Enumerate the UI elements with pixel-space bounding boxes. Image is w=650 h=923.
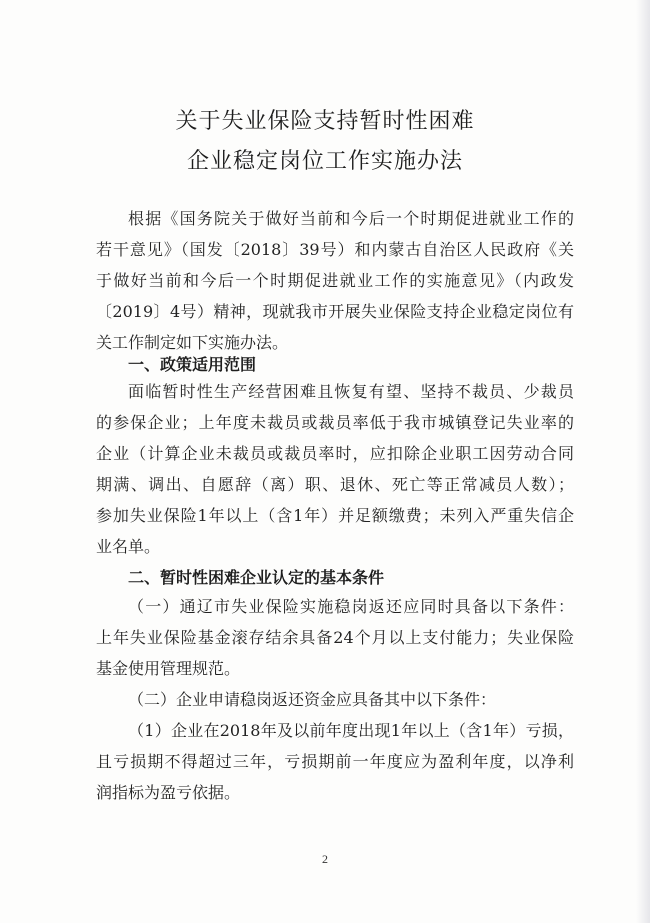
section-2-line-7: 润指标为盈亏依据。 [96, 783, 241, 802]
section-2-line-1: （一）通辽市失业保险实施稳岗返还应同时具备以下条件： [128, 597, 574, 616]
intro-line-4: 〔2019〕4号）精神，现就我市开展失业保险支持企业稳定岗位有 [96, 302, 574, 321]
section-2-paragraph [96, 591, 574, 808]
document-title-line-1: 关于失业保险支持暂时性困难 [175, 109, 475, 134]
section-2-line-2: 上年失业保险基金滚存结余具备24个月以上支付能力；失业保险 [96, 628, 574, 647]
section-1-line-5: 参加失业保险1年以上（含1年）并足额缴费；未列入严重失信企 [96, 506, 574, 525]
intro-line-1: 根据《国务院关于做好当前和今后一个时期促进就业工作的 [128, 209, 574, 228]
section-2-line-5: （1）企业在2018年及以前年度出现1年以上（含1年）亏损， [128, 721, 574, 740]
section-1-line-2: 的参保企业；上年度未裁员或裁员率低于我市城镇登记失业率的 [96, 413, 574, 432]
document-title-line-2: 企业稳定岗位工作实施办法 [186, 149, 463, 174]
section-1-heading: 一、政策适用范围 [128, 355, 257, 374]
page-edge-shadow [636, 0, 650, 923]
section-2-line-6: 且亏损期不得超过三年，亏损期前一年度应为盈利年度，以净利 [96, 752, 574, 771]
section-2-line-4: （二）企业申请稳岗返还资金应具备其中以下条件： [128, 690, 497, 709]
section-1-line-1: 面临暂时性生产经营困难且恢复有望、坚持不裁员、少裁员 [128, 382, 574, 401]
intro-line-5: 关工作制定如下实施办法。 [96, 333, 289, 352]
page-number: 2 [322, 852, 328, 866]
intro-paragraph [96, 203, 574, 358]
section-1-line-3: 企业（计算企业未裁员或裁员率时，应扣除企业职工因劳动合同 [96, 444, 574, 463]
section-1-line-6: 业名单。 [96, 537, 161, 556]
intro-line-3: 于做好当前和今后一个时期促进就业工作的实施意见》（内政发 [96, 271, 574, 290]
section-2-line-3: 基金使用管理规范。 [96, 659, 241, 678]
intro-line-2: 若干意见》（国发〔2018〕39号）和内蒙古自治区人民政府《关 [96, 240, 574, 259]
section-1-paragraph [96, 376, 574, 562]
section-2-heading: 二、暂时性困难企业认定的基本条件 [128, 568, 385, 587]
section-1-line-4: 期满、调出、自愿辞（离）职、退休、死亡等正常减员人数）； [96, 475, 574, 494]
